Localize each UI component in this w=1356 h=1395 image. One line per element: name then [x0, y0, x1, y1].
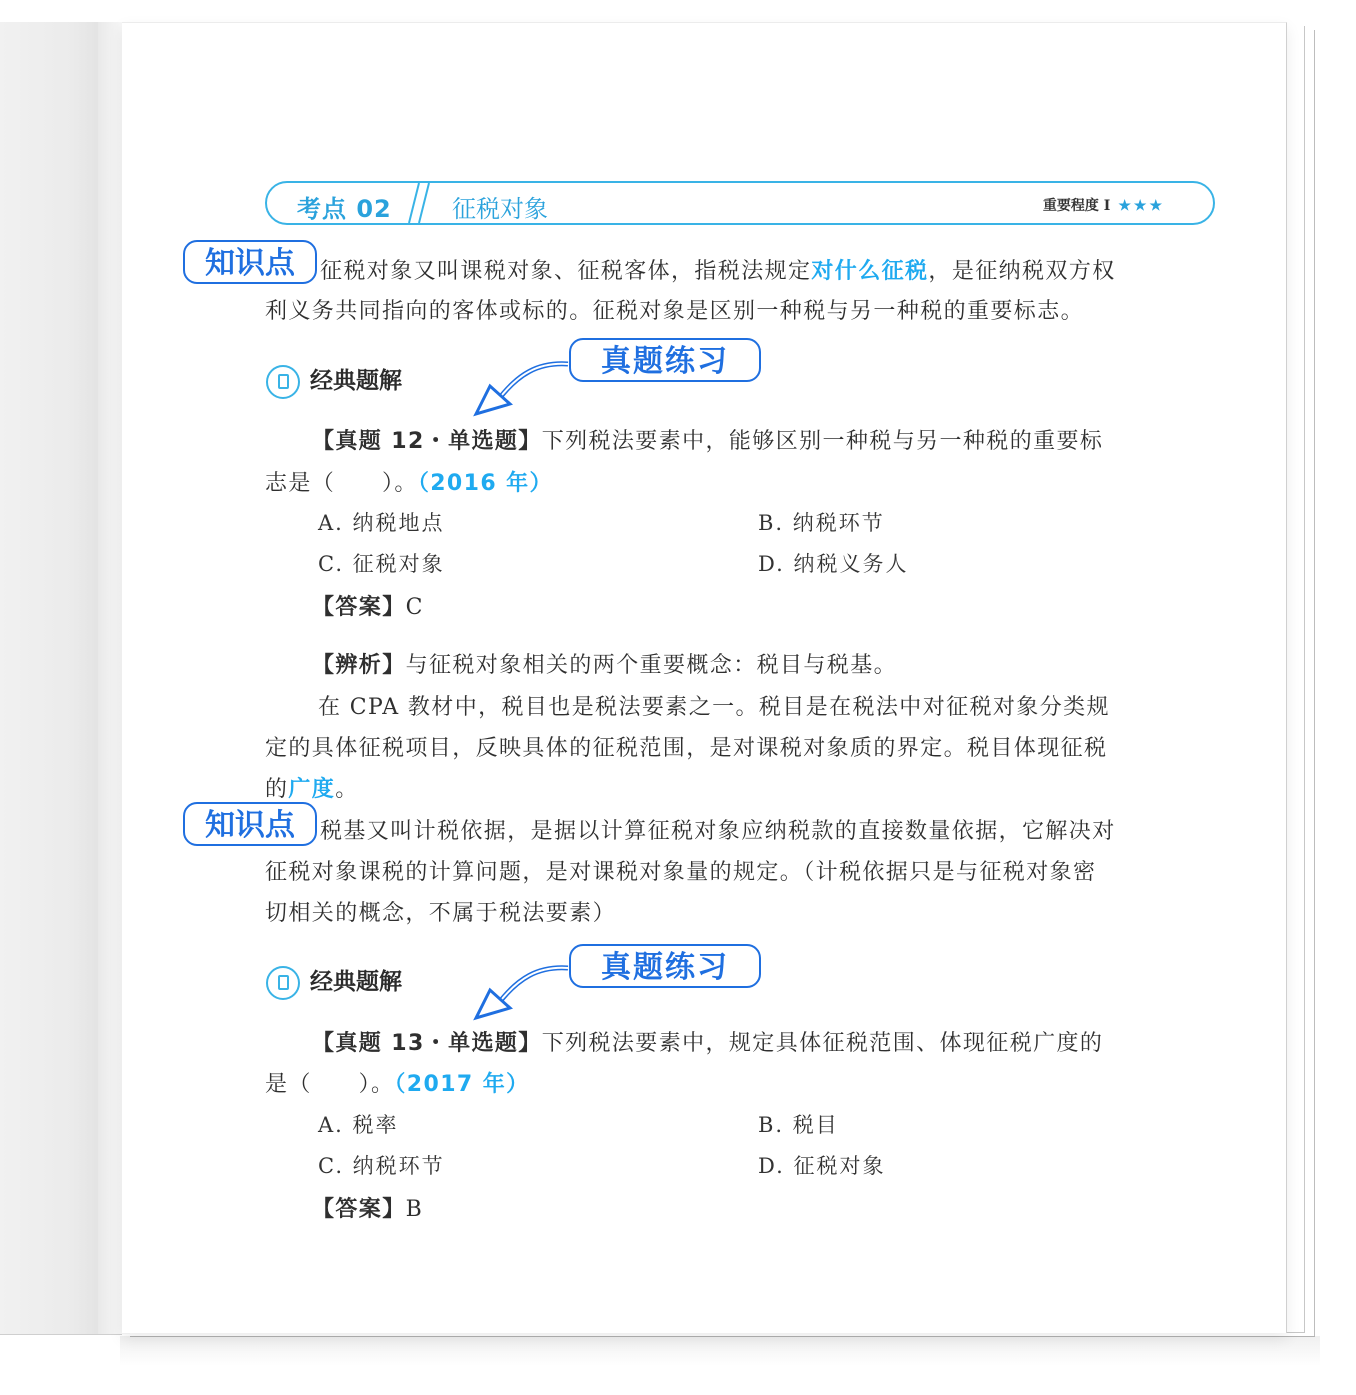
q13-answer: [312, 1192, 1267, 1223]
q13-line1: [312, 1026, 1220, 1057]
para2-line1: 税基又叫计税依据，是据以计算征税对象应纳税款的直接数量依据，它解决对: [320, 819, 1116, 844]
emphasis-text: 对什么征税: [811, 259, 929, 284]
analysis-text: 与征税对象相关的两个重要概念：税目与税基。: [405, 653, 898, 678]
section-title: [266, 362, 402, 399]
q12-option-d: D. 纳税义务人: [758, 552, 909, 576]
q12-option-a: A. 纳税地点: [318, 511, 445, 535]
question-year: （2017 年）: [394, 1072, 530, 1097]
analysis-label: 【辨析】: [312, 653, 406, 678]
section-title: [266, 963, 402, 1000]
q13-option-a: A. 税率: [318, 1113, 399, 1137]
analysis-line4: [265, 772, 1220, 803]
book-shadow: [120, 1336, 1320, 1366]
q12-option-b: B. 纳税环节: [758, 511, 885, 535]
question-year: （2016 年）: [417, 471, 553, 496]
practice-badge: 真题练习: [569, 944, 761, 988]
emphasis-text: 广度: [288, 777, 336, 802]
para1-line1: [320, 254, 1220, 285]
answer-value: B: [405, 1197, 424, 1222]
star-icon: ★★★: [1118, 198, 1165, 214]
question-tag: 【真题 12・单选题】: [312, 429, 542, 454]
analysis-text: 。: [335, 777, 359, 802]
analysis-line3: 定的具体征税项目，反映具体的征税范围，是对课税对象质的界定。税目体现征税: [265, 736, 1108, 761]
question-tag: 【真题 13・单选题】: [312, 1031, 542, 1056]
topic-code: 考点 02: [297, 195, 392, 223]
section-title-text: 经典题解: [310, 368, 402, 394]
importance-label: 重要程度 I: [1042, 198, 1111, 214]
curved-arrow-icon: [468, 356, 578, 420]
q13-option-c: C. 纳税环节: [318, 1154, 445, 1178]
curved-arrow-icon: [468, 960, 578, 1024]
q13-line2: [265, 1067, 1220, 1098]
question-text: 下列税法要素中，规定具体征税范围、体现征税广度的: [541, 1031, 1104, 1056]
document-icon: [266, 966, 300, 1000]
analysis-line1: [312, 648, 1267, 679]
double-slash-icon: [407, 181, 433, 225]
importance: [1043, 195, 1165, 215]
answer-label: 【答案】: [312, 1197, 406, 1222]
section-title-text: 经典题解: [310, 969, 402, 995]
answer-value: C: [405, 595, 424, 620]
para1-text: 征税对象又叫课税对象、征税客体，指税法规定: [320, 259, 812, 284]
topic-header: [265, 181, 1215, 225]
para1-text: ，是征纳税双方权: [928, 259, 1116, 284]
answer-label: 【答案】: [312, 595, 406, 620]
analysis-line2: 在 CPA 教材中，税目也是税法要素之一。税目是在税法中对征税对象分类规: [318, 695, 1110, 720]
para1-line2: 利义务共同指向的客体或标的。征税对象是区别一种税与另一种税的重要标志。: [265, 299, 1085, 324]
para2-line3: 切相关的概念，不属于税法要素）: [265, 901, 617, 926]
q12-option-c: C. 征税对象: [318, 552, 445, 576]
para2-line2: 征税对象课税的计算问题，是对课税对象量的规定。（计税依据只是与征税对象密: [265, 860, 1097, 885]
q12-answer: [312, 590, 1267, 621]
q13-option-b: B. 税目: [758, 1113, 839, 1137]
knowledge-badge: 知识点: [183, 802, 317, 846]
q13-option-d: D. 征税对象: [758, 1154, 886, 1178]
practice-badge: 真题练习: [569, 338, 761, 382]
q12-line1: [312, 424, 1220, 455]
question-text: 是（ ）。: [265, 1072, 395, 1097]
question-text: 志是（ ）。: [265, 471, 418, 496]
topic-title: 征税对象: [452, 195, 548, 223]
analysis-text: 的: [265, 777, 289, 802]
question-text: 下列税法要素中，能够区别一种税与另一种税的重要标: [541, 429, 1104, 454]
document-icon: [266, 365, 300, 399]
knowledge-badge: 知识点: [183, 240, 317, 284]
q12-line2: [265, 466, 1220, 497]
